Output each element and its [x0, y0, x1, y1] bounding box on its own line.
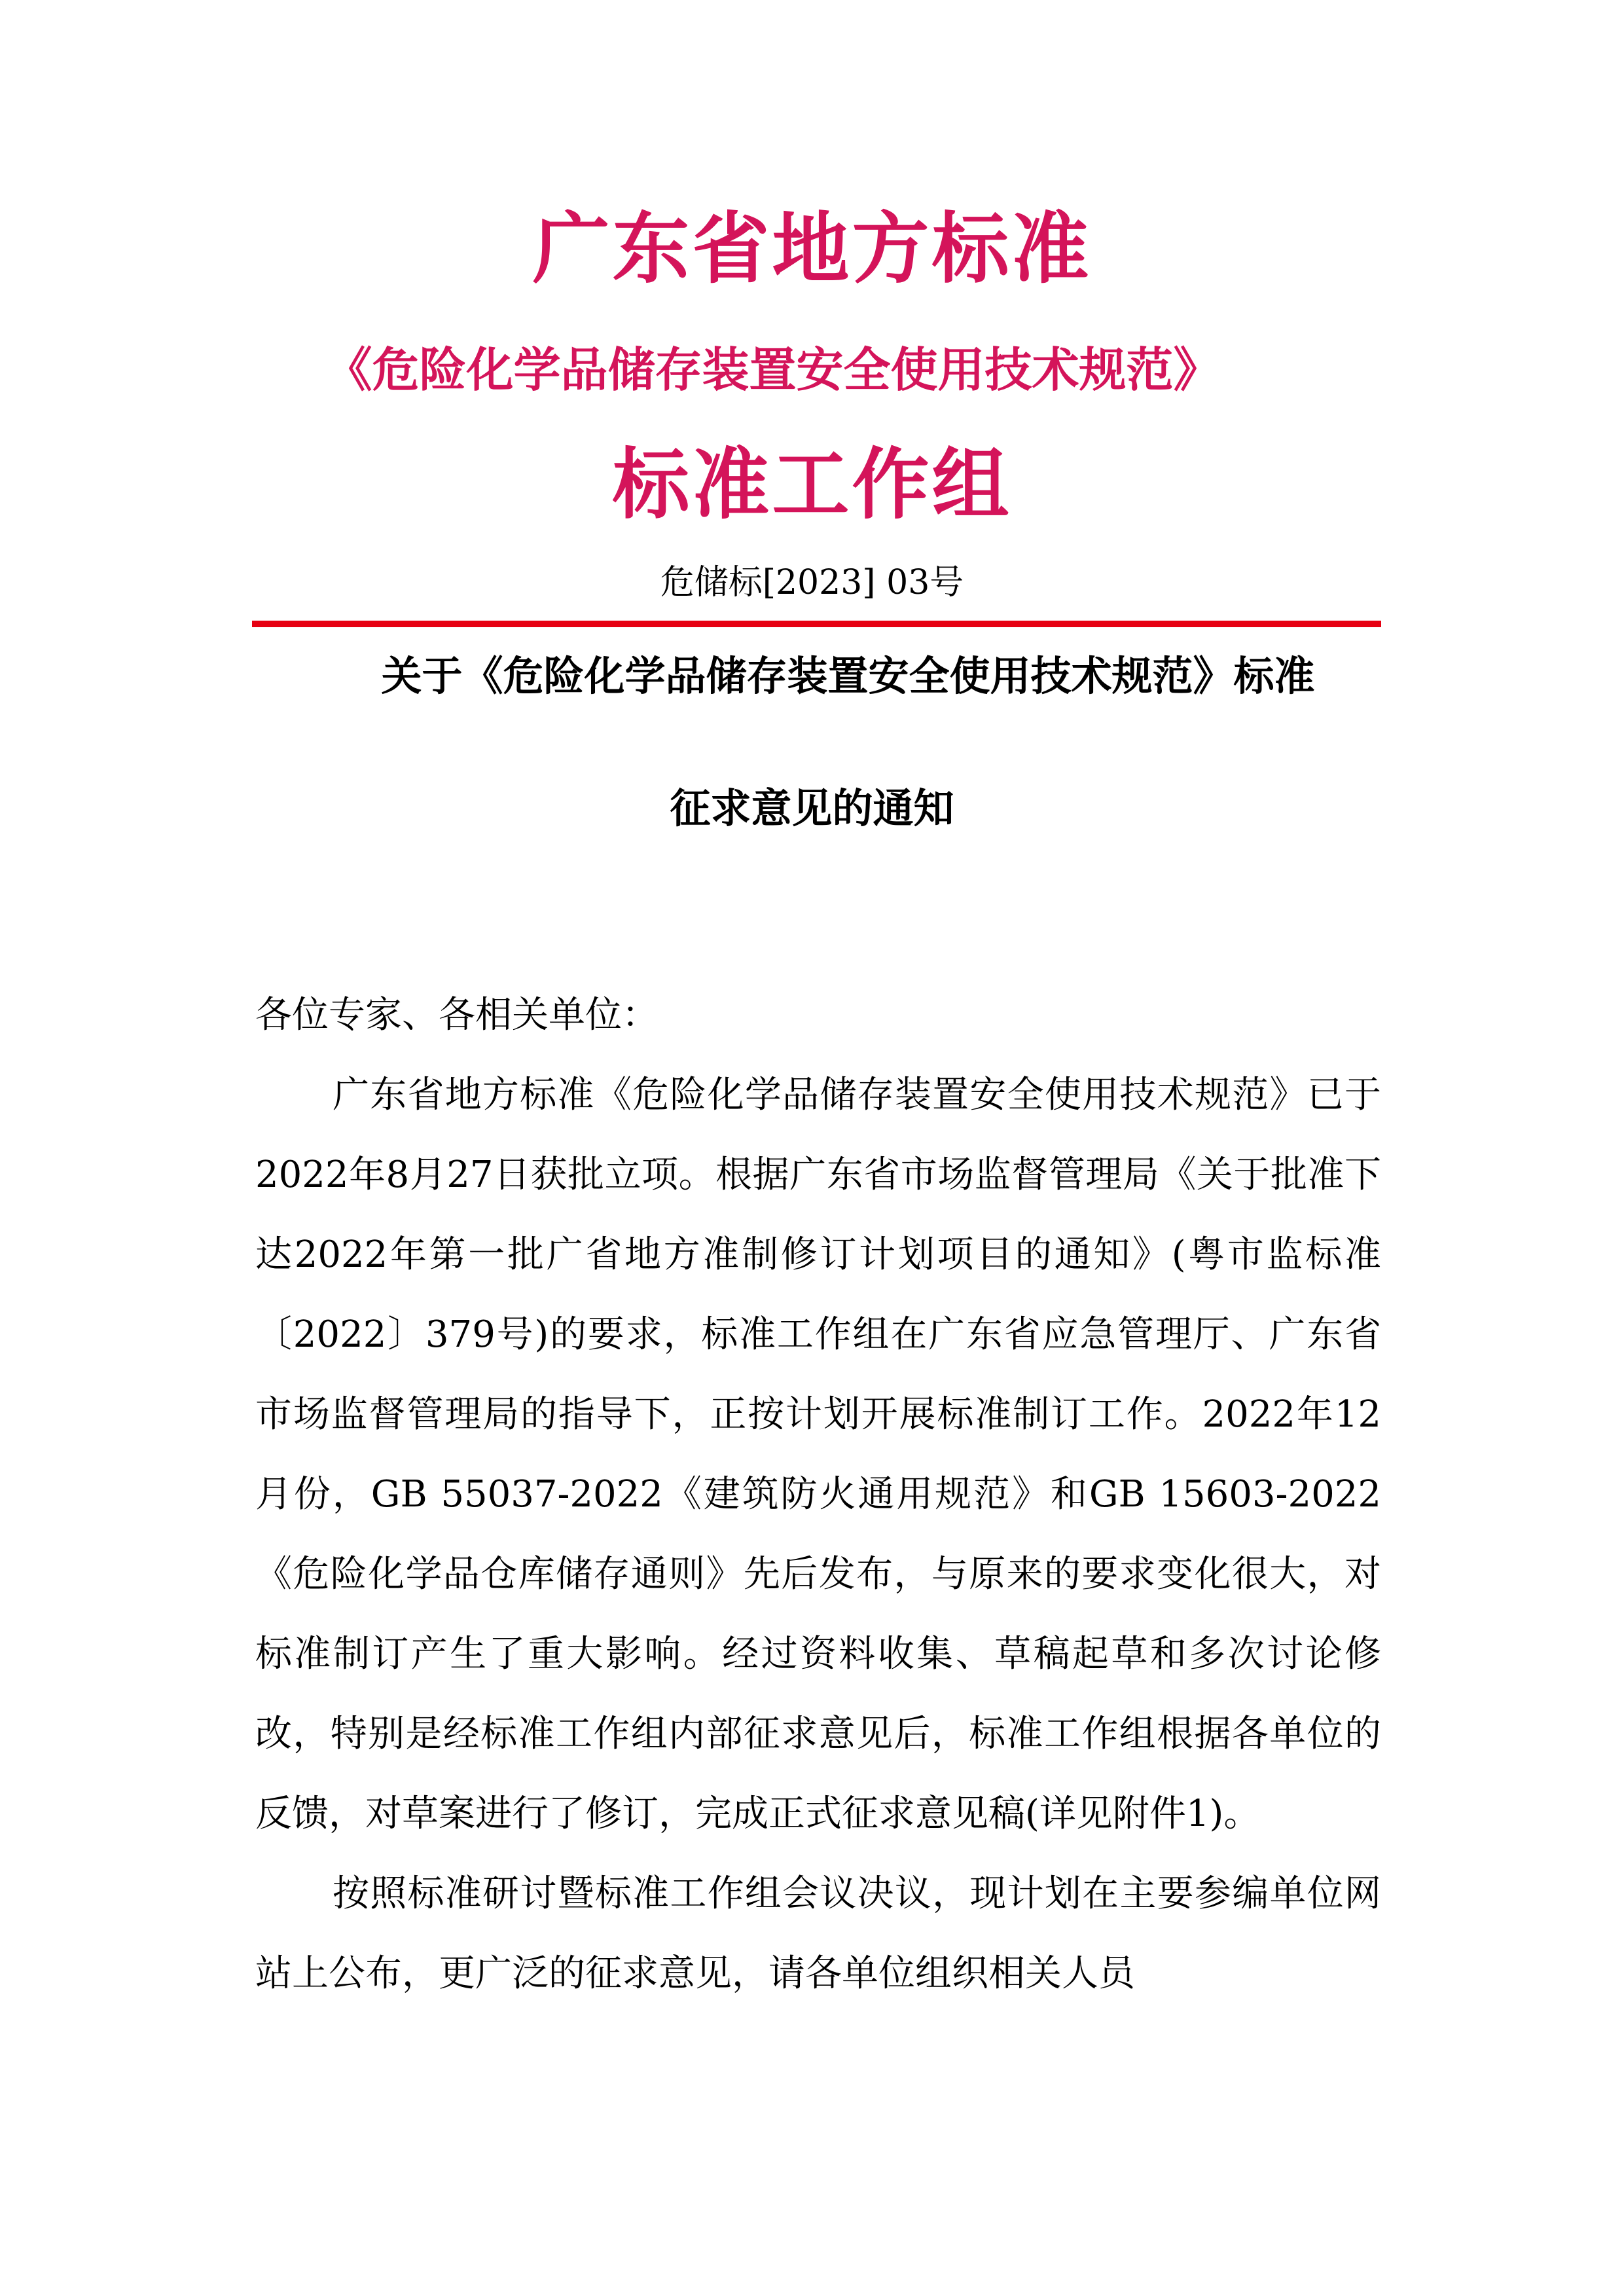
standard-title: 《危险化学品储存装置安全使用技术规范》 — [325, 342, 1221, 397]
notice-title-line1: 关于《危险化学品储存装置安全使用技术规范》标准 — [381, 652, 1315, 700]
body-paragraph-2: 按照标准研讨暨标准工作组会议决议，现计划在主要参编单位网站上公布，更广泛的征求意见，请各单位组织相关人员 — [255, 1872, 1381, 1995]
red-divider-rule — [252, 621, 1381, 627]
salutation: 各位专家、各相关单位： — [255, 994, 659, 1036]
document-number: 危储标[2023] 03号 — [660, 563, 964, 602]
org-title: 广东省地方标准 — [532, 203, 1092, 294]
group-title: 标准工作组 — [612, 439, 1012, 530]
notice-title-line2: 征求意见的通知 — [670, 784, 954, 832]
body-paragraph-1: 广东省地方标准《危险化学品储存装置安全使用技术规范》已于2022年8月27日获批立项。根据广东省市场监督管理局《关于批准下达2022年第一批广省地方准制修订计划项目的通知》(粤市监标准〔2022〕379号)的要求，标准工作组在广东省应急管理厅、广东省市场监督管理局的指导下，正按计划开展标准制订工作。2022年12月份，GB 55037-2022《建筑防火通用规范》和GB 15603-2022《危险化学品仓库储存通则》先后发布，与原来的要求变化很大，对标准制订产生了重大影响。经过资料收集、草稿起草和多次讨论修改，特别是经标准工作组内部征求意见后，标准工作组根据各单位的反馈，对草案进行了修订，完成正式征求意见稿(详见附件1)。 — [255, 1074, 1381, 1835]
